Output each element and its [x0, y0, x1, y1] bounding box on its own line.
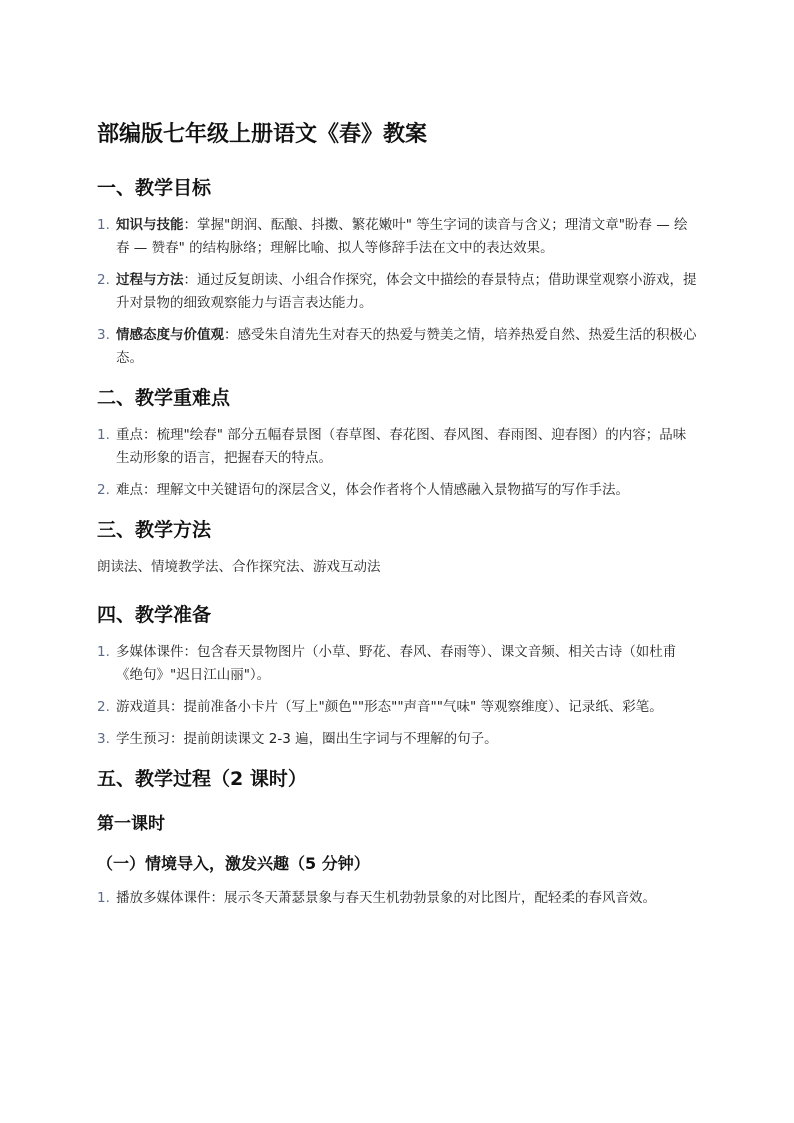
list-number: 2.: [97, 699, 110, 715]
list-number: 1.: [97, 217, 110, 233]
list-item-term: 过程与方法: [116, 272, 184, 288]
section-heading-objectives: 一、教学目标: [97, 177, 212, 199]
document-title: 部编版七年级上册语文《春》教案: [97, 122, 428, 147]
section-heading-methods: 三、教学方法: [97, 519, 212, 541]
list-number: 3.: [97, 327, 110, 343]
methods-paragraph: 朗读法、情境教学法、合作探究法、游戏互动法: [97, 559, 381, 575]
list-item-text: 学生预习：提前朗读课文 2-3 遍，圈出生字词与不理解的句子。: [116, 731, 498, 747]
list-item: [97, 269, 697, 315]
preparation-list: [97, 641, 697, 751]
list-number: 1.: [97, 890, 110, 906]
list-item-text: 游戏道具：提前准备小卡片（写上"颜色""形态""声音""气味" 等观察维度）、记录纸、彩笔。: [116, 699, 663, 715]
list-item-text: 播放多媒体课件：展示冬天萧瑟景象与春天生机勃勃景象的对比图片，配轻柔的春风音效。: [116, 890, 656, 906]
lesson-part-heading: （一）情境导入，激发兴趣（5 分钟）: [97, 854, 370, 873]
list-number: 2.: [97, 482, 110, 498]
list-number: 2.: [97, 272, 110, 288]
objectives-list: [97, 214, 697, 370]
document-page: [97, 118, 697, 924]
list-item: [97, 641, 697, 687]
lesson-part-list: [97, 887, 697, 910]
list-number: 1.: [97, 427, 110, 443]
list-item: [97, 696, 697, 719]
section-heading-process: 五、教学过程（2 课时）: [97, 768, 307, 790]
section-heading-preparation: 四、教学准备: [97, 604, 212, 626]
list-number: 3.: [97, 731, 110, 747]
list-item-term: 情感态度与价值观: [116, 327, 224, 343]
list-number: 1.: [97, 644, 110, 660]
list-item: [97, 424, 697, 470]
list-item: [97, 214, 697, 260]
list-item-term: 知识与技能: [116, 217, 184, 233]
list-item-text: ：掌握"朗润、酝酿、抖擞、繁花嫩叶" 等生字词的读音与含义；理清文章"盼春 — 绘春 — 赞春" 的结构脉络；理解比喻、拟人等修辞手法在文中的表达效果。: [116, 217, 688, 256]
list-item-text: 多媒体课件：包含春天景物图片（小草、野花、春风、春雨等）、课文音频、相关古诗（如杜甫《绝句》"迟日江山丽"）。: [116, 644, 677, 683]
lesson-heading: 第一课时: [97, 814, 165, 834]
list-item-text: 重点：梳理"绘春" 部分五幅春景图（春草图、春花图、春风图、春雨图、迎春图）的内容；品味生动形象的语言，把握春天的特点。: [116, 427, 687, 466]
list-item-text: ：感受朱自清先生对春天的热爱与赞美之情，培养热爱自然、热爱生活的积极心态。: [116, 327, 697, 366]
section-heading-key-points: 二、教学重难点: [97, 387, 231, 409]
list-item-text: ：通过反复朗读、小组合作探究，体会文中描绘的春景特点；借助课堂观察小游戏，提升对景物的细致观察能力与语言表达能力。: [116, 272, 697, 311]
list-item: [97, 728, 697, 751]
list-item: [97, 324, 697, 370]
list-item: [97, 479, 697, 502]
list-item-text: 难点：理解文中关键语句的深层含义，体会作者将个人情感融入景物描写的写作手法。: [116, 482, 629, 498]
key-points-list: [97, 424, 697, 502]
list-item: [97, 887, 697, 910]
